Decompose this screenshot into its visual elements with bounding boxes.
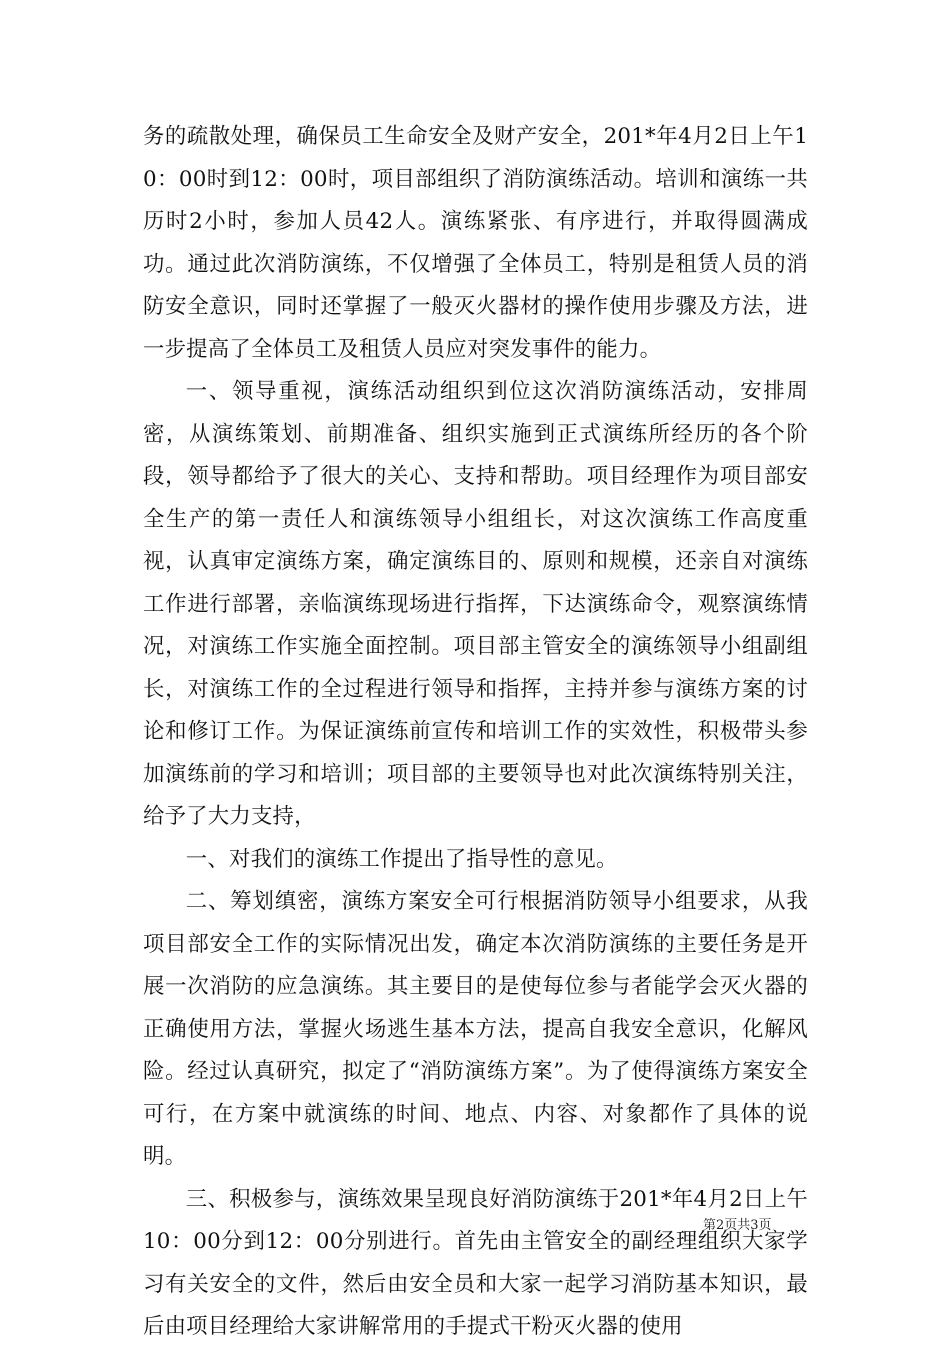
paragraph-section-three: 三、积极参与，演练效果呈现良好消防演练于201*年4月2日上午10：00分到12：00分别进行。首先由主管安全的副经理组织大家学习有关安全的文件，然后由安全员和大家一起学习消防基本知识，最后由项目经理给大家讲解常用的手提式干粉灭火器的使用 bbox=[143, 1186, 808, 1339]
paragraph-intro-continuation: 务的疏散处理，确保员工生命安全及财产安全，201*年4月2日上午10：00时到12：00时，项目部组织了消防演练活动。培训和演练一共历时2小时，参加人员42人。演练紧张、有序进行，并取得圆满成功。通过此次消防演练，不仅增强了全体员工，特别是租赁人员的消防安全意识，同时还掌握了一般灭火器材的操作使用步骤及方法，进一步提高了全体员工及租赁人员应对突发事件的能力。 bbox=[143, 124, 808, 362]
paragraph-section-one: 一、领导重视，演练活动组织到位这次消防演练活动，安排周密，从演练策划、前期准备、组织实施到正式演练所经历的各个阶段，领导都给予了很大的关心、支持和帮助。项目经理作为项目部安全生产的第一责任人和演练领导小组组长，对这次演练工作高度重视，认真审定演练方案，确定演练目的、原则和规模，还亲自对演练工作进行部署，亲临演练现场进行指挥，下达演练命令，观察演练情况，对演练工作实施全面控制。项目部主管安全的演练领导小组副组长，对演练工作的全过程进行领导和指挥，主持并参与演练方案的讨论和修订工作。为保证演练前宣传和培训工作的实效性，积极带头参加演练前的学习和培训；项目部的主要领导也对此次演练特别关注，给予了大力支持， bbox=[143, 379, 808, 829]
paragraph-section-two: 二、筹划缜密，演练方案安全可行根据消防领导小组要求，从我项目部安全工作的实际情况出发，确定本次消防演练的主要任务是开展一次消防的应急演练。其主要目的是使每位参与者能学会灭火器的正确使用方法，掌握火场逃生基本方法，提高自我安全意识，化解风险。经过认真研究，拟定了“消防演练方案”。为了使得演练方案安全可行，在方案中就演练的时间、地点、内容、对象都作了具体的说明。 bbox=[143, 889, 808, 1169]
page-number: 第2页共3页 bbox=[703, 1218, 772, 1233]
body-text bbox=[143, 116, 808, 1349]
paragraph-section-one-b: 一、对我们的演练工作提出了指导性的意见。 bbox=[185, 846, 618, 872]
